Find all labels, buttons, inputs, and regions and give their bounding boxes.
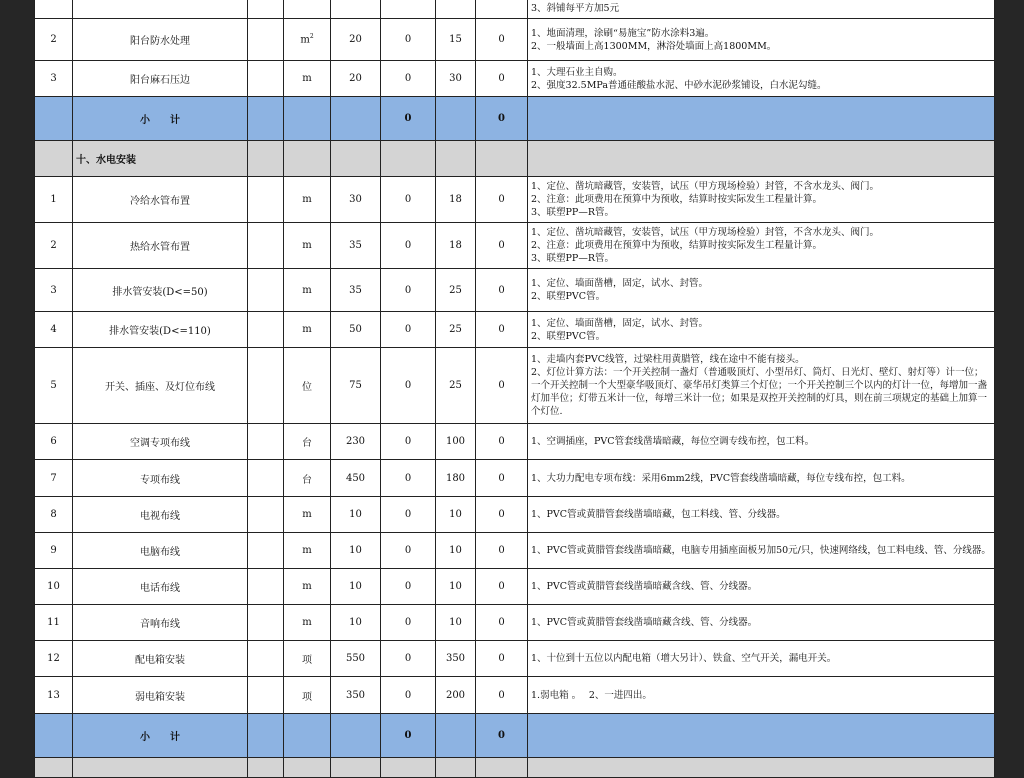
subtotal-cell [528, 97, 995, 141]
blank-cell [248, 312, 284, 348]
quantity-cell: 10 [331, 533, 381, 569]
labor-price-cell: 18 [436, 223, 476, 269]
item-number: 5 [35, 348, 73, 424]
item-name: 排水管安装(D<=50) [73, 269, 248, 312]
unit-cell: m [284, 533, 331, 569]
item-name: 弱电箱安装 [73, 677, 248, 714]
table-row [35, 0, 995, 19]
total-cell: 0 [476, 19, 528, 61]
unit-cell: m [284, 61, 331, 97]
description-cell: 1、十位到十五位以内配电箱（增大另计）、铁盒、空气开关，漏电开关。 [528, 641, 995, 677]
unit-cell: 台 [284, 460, 331, 497]
table-row [35, 19, 995, 61]
blank-cell [248, 61, 284, 97]
item-name: 排水管安装(D<=110) [73, 312, 248, 348]
total-cell: 0 [476, 61, 528, 97]
quantity-cell: 10 [331, 605, 381, 641]
total-cell: 0 [476, 497, 528, 533]
section-cell [248, 141, 284, 177]
item-number: 3 [35, 61, 73, 97]
labor-price-cell: 30 [436, 61, 476, 97]
blank-cell [248, 569, 284, 605]
blank-cell [248, 177, 284, 223]
blank-cell [248, 460, 284, 497]
subtotal-cell: 0 [476, 714, 528, 758]
item-number: 2 [35, 223, 73, 269]
subtotal-label: 小 计 [73, 714, 248, 758]
total-cell: 0 [476, 605, 528, 641]
total-cell: 0 [476, 533, 528, 569]
material-price-cell: 0 [381, 424, 436, 460]
subtotal-label: 小 计 [73, 97, 248, 141]
unit-cell: m [284, 312, 331, 348]
labor-price-cell: 200 [436, 677, 476, 714]
total-cell: 0 [476, 641, 528, 677]
item-name: 电话布线 [73, 569, 248, 605]
total-cell: 0 [476, 424, 528, 460]
blank-cell [248, 605, 284, 641]
item-name: 电脑布线 [73, 533, 248, 569]
material-price-cell: 0 [381, 177, 436, 223]
section-cell [436, 141, 476, 177]
item-number: 1 [35, 177, 73, 223]
item-number: 12 [35, 641, 73, 677]
description-cell: 1、定位、墙面凿槽，固定，试水、封管。 2、联塑PVC管。 [528, 269, 995, 312]
quantity-cell: 230 [331, 424, 381, 460]
total-cell: 0 [476, 312, 528, 348]
total-cell: 0 [476, 269, 528, 312]
labor-price-cell: 25 [436, 269, 476, 312]
blank-cell [248, 533, 284, 569]
blank-cell [248, 424, 284, 460]
unit-cell: m [284, 497, 331, 533]
material-price-cell: 0 [381, 569, 436, 605]
item-name: 电视布线 [73, 497, 248, 533]
item-number: 11 [35, 605, 73, 641]
labor-price-cell: 25 [436, 312, 476, 348]
table-row [35, 677, 995, 714]
table-row [35, 424, 995, 460]
subtotal-cell [436, 714, 476, 758]
blank-cell [248, 497, 284, 533]
blank-cell [248, 269, 284, 312]
unit-superscript: 2 [309, 33, 314, 41]
item-name: 冷给水管布置 [73, 177, 248, 223]
quantity-cell: 35 [331, 223, 381, 269]
section-cell [381, 141, 436, 177]
item-number: 8 [35, 497, 73, 533]
total-cell: 0 [476, 177, 528, 223]
section-cell [331, 141, 381, 177]
table-row [35, 569, 995, 605]
subtotal-cell [528, 714, 995, 758]
item-name: 开关、插座、及灯位布线 [73, 348, 248, 424]
subtotal-cell [284, 97, 331, 141]
blank-cell [248, 223, 284, 269]
unit-cell: m [284, 605, 331, 641]
blank-cell [248, 19, 284, 61]
description-cell: 1、定位、凿坑暗藏管，安装管，试压（甲方现场检验）封管，不含水龙头、阀门。 2、注意：此项费用在预算中为预收，结算时按实际发生工程量计算。 3、联塑PP—R管。 [528, 223, 995, 269]
material-price-cell: 0 [381, 312, 436, 348]
material-price-cell: 0 [381, 605, 436, 641]
blank-cell [248, 348, 284, 424]
description-cell: 1、空调插座，PVC管套线凿墙暗藏，每位空调专线布控，包工料。 [528, 424, 995, 460]
item-name: 空调专项布线 [73, 424, 248, 460]
material-price-cell: 0 [381, 497, 436, 533]
table-row [35, 533, 995, 569]
item-name: 阳台麻石压边 [73, 61, 248, 97]
item-name: 音响布线 [73, 605, 248, 641]
description-cell: 1、PVC管或黄腊管套线凿墙暗藏，电脑专用插座面板另加50元/只，快速网络线，包工料电线、管、分线器。 [528, 533, 995, 569]
quantity-cell: 30 [331, 177, 381, 223]
blank-cell [248, 677, 284, 714]
subtotal-cell [35, 714, 73, 758]
description-cell: 1、PVC管或黄腊管套线凿墙暗藏含线、管、分线器。 [528, 569, 995, 605]
table-row [35, 497, 995, 533]
material-price-cell: 0 [381, 460, 436, 497]
quantity-cell: 350 [331, 677, 381, 714]
quantity-cell: 10 [331, 497, 381, 533]
item-number: 7 [35, 460, 73, 497]
subtotal-cell [331, 714, 381, 758]
quantity-cell: 550 [331, 641, 381, 677]
description-cell: 1、定位、凿坑暗藏管，安装管，试压（甲方现场检验）封管，不含水龙头、阀门。 2、注意：此项费用在预算中为预收，结算时按实际发生工程量计算。 3、联塑PP—R管。 [528, 177, 995, 223]
material-price-cell: 0 [381, 677, 436, 714]
item-number: 4 [35, 312, 73, 348]
unit-cell: 位 [284, 348, 331, 424]
labor-price-cell: 10 [436, 533, 476, 569]
material-price-cell: 0 [381, 19, 436, 61]
table-row [35, 348, 995, 424]
subtotal-cell [248, 714, 284, 758]
subtotal-row [35, 97, 995, 141]
unit-cell: 项 [284, 641, 331, 677]
description-cell: 1、大理石业主自购。 2、强度32.5MPa普通硅酸盐水泥、中砂水泥砂浆铺设，白水泥勾缝。 [528, 61, 995, 97]
labor-price-cell: 10 [436, 605, 476, 641]
table-row [35, 269, 995, 312]
labor-price-cell: 10 [436, 569, 476, 605]
labor-price-cell: 18 [436, 177, 476, 223]
section-header-row [35, 141, 995, 177]
unit-cell: $m^2$ [284, 19, 331, 61]
labor-price-cell: 15 [436, 19, 476, 61]
description-cell: 1、走墙内套PVC线管，过梁柱用黄腊管，线在途中不能有接头。 2、灯位计算方法：一个开关控制一盏灯（普通吸顶灯、小型吊灯、筒灯、日光灯、壁灯、射灯等）计一位；一个开关控制一个大型豪华吸顶灯、豪华吊灯类算三个灯位；一个开关控制三个以内的灯计一位，每增加一盏灯加半位；灯带五米计一位，每增三米计一位；如果是双控开关控制的灯具，则在前三项规定的基础上加算一个灯位. [528, 348, 995, 424]
total-cell: 0 [476, 348, 528, 424]
quantity-cell: 75 [331, 348, 381, 424]
material-price-cell: 0 [381, 223, 436, 269]
section-cell [528, 141, 995, 177]
section-cell [35, 141, 73, 177]
quantity-cell: 35 [331, 269, 381, 312]
description-cell: 1、PVC管或黄腊管套线凿墙暗藏，包工料线、管、分线器。 [528, 497, 995, 533]
item-name: 阳台防水处理 [73, 19, 248, 61]
table-row [35, 605, 995, 641]
quantity-cell: 50 [331, 312, 381, 348]
item-number: 9 [35, 533, 73, 569]
labor-price-cell: 100 [436, 424, 476, 460]
table-row [35, 460, 995, 497]
item-number: 2 [35, 19, 73, 61]
unit-cell: m [284, 269, 331, 312]
subtotal-cell [331, 97, 381, 141]
subtotal-cell [284, 714, 331, 758]
labor-price-cell: 25 [436, 348, 476, 424]
labor-price-cell: 10 [436, 497, 476, 533]
item-number: 6 [35, 424, 73, 460]
description-cell: 1.弱电箱 。 2、一进四出。 [528, 677, 995, 714]
table-row [35, 177, 995, 223]
total-cell: 0 [476, 223, 528, 269]
subtotal-cell [248, 97, 284, 141]
subtotal-cell [35, 97, 73, 141]
unit-cell: m [284, 177, 331, 223]
table-row [35, 61, 995, 97]
quantity-cell: 20 [331, 19, 381, 61]
subtotal-row [35, 714, 995, 758]
section-cell [476, 141, 528, 177]
table-row [35, 641, 995, 677]
item-name: 专项布线 [73, 460, 248, 497]
unit-cell: 台 [284, 424, 331, 460]
total-cell: 0 [476, 460, 528, 497]
table-row [35, 223, 995, 269]
quantity-cell: 20 [331, 61, 381, 97]
material-price-cell: 0 [381, 533, 436, 569]
subtotal-cell: 0 [476, 97, 528, 141]
description-cell: 1、定位、墙面凿槽，固定，试水、封管。 2、联塑PVC管。 [528, 312, 995, 348]
section-cell [284, 141, 331, 177]
item-name: 热给水管布置 [73, 223, 248, 269]
quotation-table [34, 0, 995, 778]
material-price-cell: 0 [381, 641, 436, 677]
labor-price-cell: 350 [436, 641, 476, 677]
material-price-cell: 0 [381, 269, 436, 312]
description-cell: 1、地面清理，涂刷“易施宝”防水涂料3遍。 2、一般墙面上高1300MM，淋浴处墙面上高1800MM。 [528, 19, 995, 61]
total-cell: 0 [476, 569, 528, 605]
subtotal-cell: 0 [381, 97, 436, 141]
total-cell: 0 [476, 677, 528, 714]
section-title: 十、水电安装 [73, 141, 248, 177]
blank-cell [248, 641, 284, 677]
item-number: 10 [35, 569, 73, 605]
quotation-sheet [34, 0, 994, 778]
subtotal-cell [436, 97, 476, 141]
unit-cell: 项 [284, 677, 331, 714]
item-number: 13 [35, 677, 73, 714]
quantity-cell: 10 [331, 569, 381, 605]
table-row [35, 312, 995, 348]
quantity-cell: 450 [331, 460, 381, 497]
item-number: 3 [35, 269, 73, 312]
material-price-cell: 0 [381, 61, 436, 97]
description-cell: 1、PVC管或黄腊管套线凿墙暗藏含线、管、分线器。 [528, 605, 995, 641]
labor-price-cell: 180 [436, 460, 476, 497]
material-price-cell: 0 [381, 348, 436, 424]
description-cell: 1、大功力配电专项布线：采用6mm2线，PVC管套线凿墙暗藏，每位专线布控，包工料。 [528, 460, 995, 497]
subtotal-cell: 0 [381, 714, 436, 758]
description-cell: 3、斜铺每平方加5元 [528, 0, 995, 19]
unit-cell: m [284, 569, 331, 605]
unit-cell: m [284, 223, 331, 269]
item-name: 配电箱安装 [73, 641, 248, 677]
